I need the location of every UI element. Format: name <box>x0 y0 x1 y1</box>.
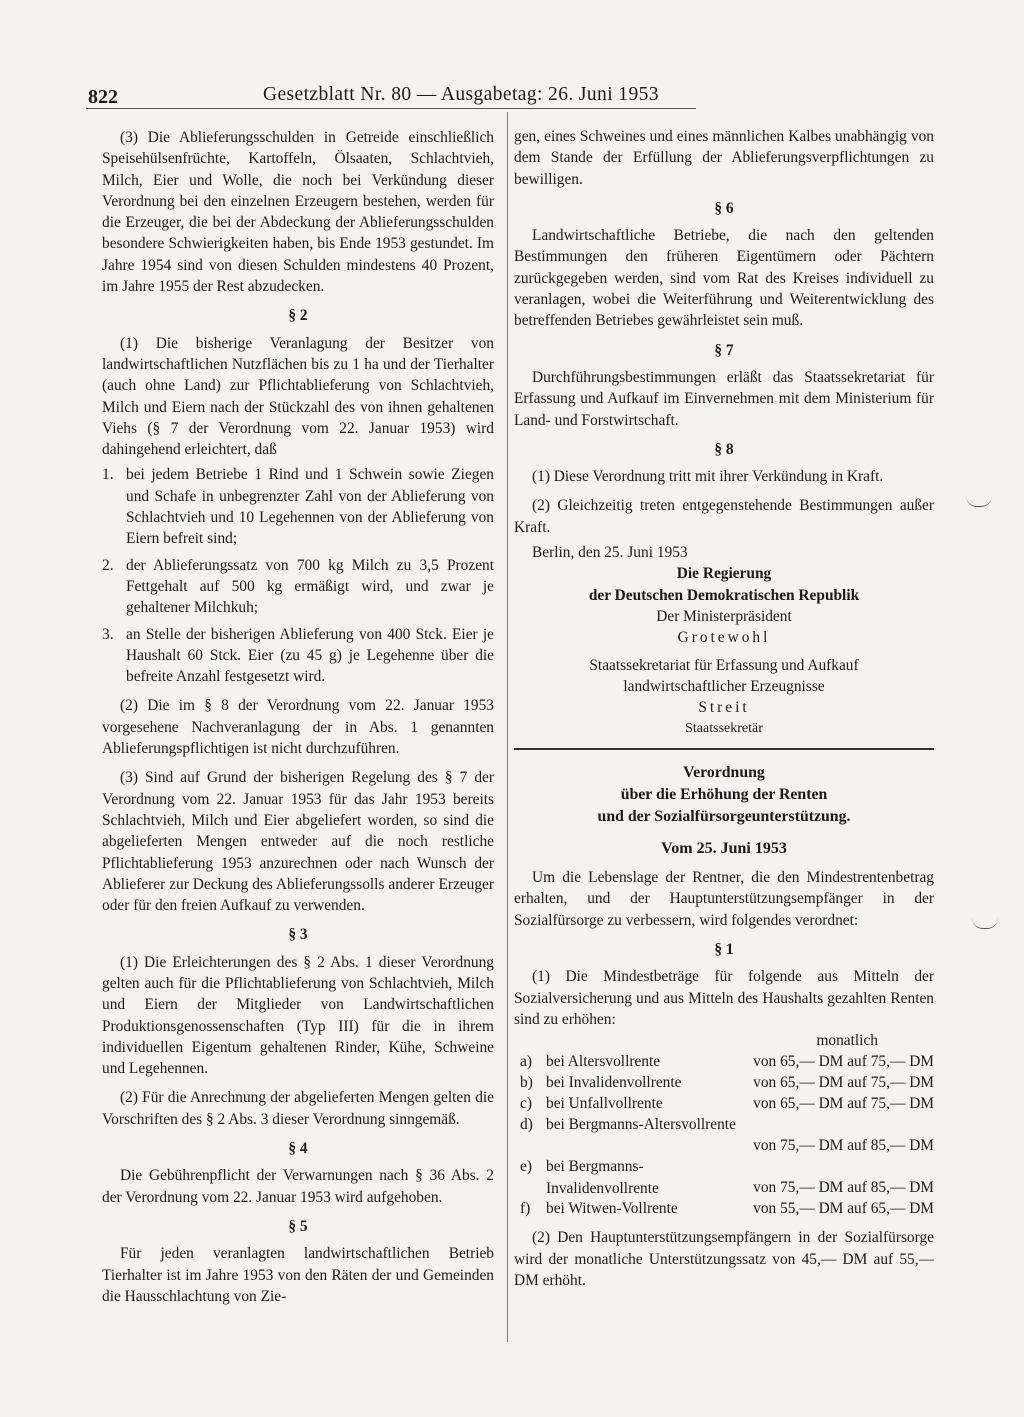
decree-section-1-heading: § 1 <box>714 940 734 958</box>
row-label: bei Invalidenvollrente <box>546 1074 682 1092</box>
section-5-heading: § 5 <box>288 1217 308 1235</box>
section-6-paragraph: Landwirtschaftliche Betriebe, die nach den geltenden Bestimmungen den früheren Eigentümern oder Pächtern zurückgegeben werden, sind vom Rat des Kreises individuell zu veranlagen, wobei die Weiterführung und Weiterentwicklung des betreffenden Betriebes gewährleistet sein muß. <box>514 227 934 330</box>
row-value: von 55,— DM auf 65,— DM <box>753 1200 934 1218</box>
gazette-title: Gesetzblatt Nr. 80 — Ausgabetag: 26. Juni 1953 <box>263 84 659 105</box>
right-column <box>514 126 934 1291</box>
prime-minister-name: Grotewohl <box>677 629 771 647</box>
list-number: 3. <box>102 625 114 643</box>
table-row <box>514 1198 934 1219</box>
section-8-paragraph-1: (1) Diese Verordnung tritt mit ihrer Verkündung in Kraft. <box>532 468 884 486</box>
row-key: d) <box>520 1116 533 1134</box>
decree-section-1-paragraph-2: (2) Den Hauptunterstützungsempfängern in der Sozialfürsorge wird der monatliche Unterstützungssatz von 45,— DM auf 55,— DM erhöht. <box>514 1229 934 1289</box>
section-2-paragraph-3: (3) Sind auf Grund der bisherigen Regelung des § 7 der Verordnung vom 22. Januar 1953 für das Jahr 1953 bereits Schlachtvieh, Milch und Eier abgeliefert worden, so sind die abgelieferten Mengen entweder auf die noch restliche Pflichtablieferung 1953 anzurechnen oder nach Wunsch der Ablieferer zur Deckung des Ablieferungssolls anderer Erzeuger oder für den freien Aufkauf zu verwenden. <box>102 769 494 915</box>
secretariat-line-1: Staatssekretariat für Erfassung und Aufkauf <box>589 656 859 674</box>
monthly-label: monatlich <box>816 1032 878 1050</box>
row-key: c) <box>520 1095 532 1113</box>
decree-title-line-3: und der Sozialfürsorgeunterstützung. <box>597 807 851 825</box>
row-value: von 65,— DM auf 75,— DM <box>753 1053 934 1071</box>
list-text: der Ablieferungssatz von 700 kg Milch zu 3,5 Prozent Fettgehalt auf 500 kg ermäßigt wird, und zwar je gehaltener Milchkuh; <box>126 556 494 617</box>
row-key: a) <box>520 1053 532 1071</box>
row-label: bei Bergmanns-Invalidenvollrente <box>546 1158 659 1197</box>
row-label: bei Altersvollrente <box>546 1053 661 1071</box>
table-row <box>514 1093 934 1114</box>
margin-mark <box>972 918 998 929</box>
row-key: b) <box>520 1074 533 1092</box>
decree-title-line-2: über die Erhöhung der Renten <box>620 785 828 803</box>
page-header <box>0 78 1024 110</box>
decree-intro: Um die Lebenslage der Rentner, die den Mindestrentenbetrag erhalten, und der Hauptunterstützungsempfänger in der Sozialfürsorge zu verbessern, wird folgendes verordnet: <box>514 869 934 929</box>
header-rule <box>86 108 696 109</box>
page-number: 822 <box>88 86 118 108</box>
section-3-heading: § 3 <box>288 926 308 944</box>
section-4-paragraph: Die Gebührenpflicht der Verwarnungen nach § 36 Abs. 2 der Verordnung vom 22. Januar 1953 wird aufgehoben. <box>102 1167 494 1206</box>
list-item <box>102 464 494 549</box>
government-line-1: Die Regierung <box>676 565 772 583</box>
table-row <box>514 1156 934 1198</box>
section-2-paragraph-2: (2) Die im § 8 der Verordnung vom 22. Januar 1953 vorgesehene Nachveranlagung der in Abs. 1 genannten Ablieferungspflichtigen ist nicht durchzuführen. <box>102 697 494 758</box>
section-5-continuation: gen, eines Schweines und eines männlichen Kalbes unabhängig von dem Stande der Erfüllung der Ablieferungsverpflichtungen zu bewilligen. <box>514 128 934 188</box>
list-item <box>102 555 494 619</box>
section-2-intro: (1) Die bisherige Veranlagung der Besitzer von landwirtschaftlichen Nutzflächen bis zu 1 ha und der Tierhalter (auch ohne Land) zur Pflichtablieferung von Schlachtvieh, Milch und Eiern nach der Stückzahl des von ihnen gehaltenen Viehs (§ 7 der Verordnung vom 22. Januar 1953) wird dahingehend erleichtert, daß <box>102 334 494 459</box>
signature-block <box>514 563 934 739</box>
row-label: bei Unfallvollrente <box>546 1095 663 1113</box>
government-line-2: der Deutschen Demokratischen Republik <box>588 586 860 604</box>
decree-section-1-paragraph-1: (1) Die Mindestbeträge für folgende aus Mitteln der Sozialversicherung und aus Mitteln des Haushalts gezahlten Renten sind zu erhöhen: <box>514 968 934 1028</box>
place-and-date: Berlin, den 25. Juni 1953 <box>532 544 688 562</box>
section-3-paragraph-2: (2) Für die Anrechnung der abgelieferten Mengen gelten die Vorschriften des § 2 Abs. 3 dieser Verordnung sinngemäß. <box>102 1089 494 1128</box>
list-number: 1. <box>102 466 114 484</box>
column-divider <box>507 112 508 1342</box>
section-7-paragraph: Durchführungsbestimmungen erläßt das Staatssekretariat für Erfassung und Aufkauf im Einvernehmen mit dem Ministerium für Land- und Forstwirtschaft. <box>514 368 934 429</box>
decree-date: Vom 25. Juni 1953 <box>661 839 787 857</box>
row-value: von 65,— DM auf 75,— DM <box>753 1095 934 1113</box>
secretariat-line-2: landwirtschaftlicher Erzeugnisse <box>623 677 825 695</box>
table-row <box>514 1072 934 1093</box>
row-key: f) <box>520 1200 531 1218</box>
row-value: von 75,— DM auf 85,— DM <box>753 1179 934 1197</box>
row-label: bei Witwen-Vollrente <box>546 1200 678 1218</box>
row-value: von 65,— DM auf 75,— DM <box>753 1074 934 1092</box>
prime-minister-title: Der Ministerpräsident <box>656 607 792 625</box>
table-row <box>514 1114 934 1156</box>
row-key: e) <box>520 1158 532 1176</box>
margin-mark <box>966 496 992 507</box>
relief-list <box>102 464 494 687</box>
state-secretary-title: Staatssekretär <box>685 721 763 737</box>
list-text: an Stelle der bisherigen Ablieferung von 400 Stck. Eier je Haushalt 60 Stck. Eier (zu 45 g) je Legehenne über die befreite Anzahl festgesetzt wird. <box>126 625 494 686</box>
section-2-heading: § 2 <box>288 307 308 325</box>
list-number: 2. <box>102 556 114 574</box>
list-item <box>102 624 494 688</box>
left-column <box>102 127 494 1307</box>
section-3-paragraph-1: (1) Die Erleichterungen des § 2 Abs. 1 dieser Verordnung gelten auch für die Pflichtablieferung von Schlachtvieh, Milch und Eiern der Mitglieder von Landwirtschaftlichen Produktionsgenossenschaften (Typ III) für die in ihrem individuellen Eigentum gehaltenen Rinder, Kühe, Schweine und Legehennen. <box>102 953 494 1078</box>
section-7-heading: § 7 <box>714 341 734 359</box>
section-6-heading: § 6 <box>714 199 734 217</box>
section-separator-rule <box>514 748 934 750</box>
section-8-heading: § 8 <box>714 440 734 458</box>
decree-title-line-1: Verordnung <box>683 763 765 781</box>
section-4-heading: § 4 <box>288 1140 308 1158</box>
state-secretary-name: Streit <box>698 699 750 717</box>
section-5-paragraph: Für jeden veranlagten landwirtschaftlichen Betrieb Tierhalter ist im Jahre 1953 von den Räten der und Gemeinden die Hausschlachtung von Zie- <box>102 1245 494 1305</box>
table-row <box>514 1051 934 1072</box>
section-8-paragraph-2: (2) Gleichzeitig treten entgegenstehende Bestimmungen außer Kraft. <box>514 497 934 536</box>
list-text: bei jedem Betriebe 1 Rind und 1 Schwein sowie Ziegen und Schafe in unbegrenzter Zahl von der Ablieferung von Schlachtvieh und 10 Legehennen von der Ablieferung von Eiern befreit sind; <box>126 466 494 548</box>
row-value: von 75,— DM auf 85,— DM <box>753 1137 934 1155</box>
row-label: bei Bergmanns-Altersvollrente <box>546 1116 736 1134</box>
pension-table <box>514 1051 934 1219</box>
paragraph-ablieferungsschulden: (3) Die Ablieferungsschulden in Getreide einschließlich Speisehülsenfrüchte, Kartoffeln, Ölsaaten, Schlachtvieh, Milch, Eier und Wolle, die noch bei Verkündung dieser Verordnung bei den einzelnen Erzeugern bestehen, werden für die Erzeuger, die bei der Abdeckung der Ablieferungsschulden besondere Schwierigkeiten haben, bis Ende 1953 gestundet. Im Jahre 1954 sind von diesen Schulden mindestens 40 Prozent, im Jahre 1955 der Rest abzudecken. <box>102 129 494 296</box>
